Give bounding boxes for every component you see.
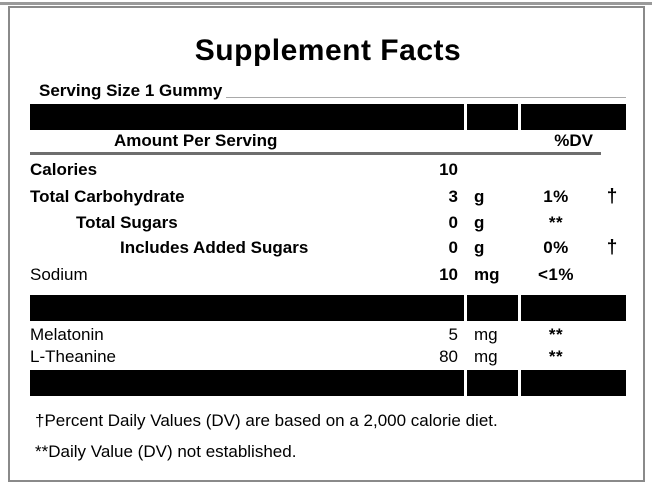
row-dv: 1% — [543, 186, 569, 206]
separator-bar-middle — [30, 295, 626, 321]
table-row-added-sugars — [30, 235, 626, 260]
bar-column-divider — [464, 104, 467, 130]
row-amount: 0 — [448, 237, 458, 257]
row-amount: 10 — [439, 265, 458, 284]
row-note: † — [606, 236, 618, 258]
row-amount: 5 — [448, 325, 458, 344]
header-percent-dv: %DV — [554, 130, 593, 150]
serving-size-text: Serving Size 1 Gummy — [39, 81, 223, 100]
separator-bar-thick-top — [30, 104, 626, 130]
row-label: Total Sugars — [76, 212, 178, 232]
row-amount: 3 — [448, 186, 458, 206]
row-unit: g — [474, 237, 485, 257]
table-header-row — [30, 130, 601, 155]
footnote-daily-values: †Percent Daily Values (DV) are based on a 2,000 calorie diet. — [35, 411, 498, 430]
row-amount: 80 — [439, 347, 458, 366]
row-label: Calories — [30, 160, 98, 179]
table-row-sodium — [30, 260, 626, 290]
title-wrap — [30, 8, 626, 68]
row-unit: g — [474, 212, 485, 232]
table-row-l-theanine — [30, 346, 626, 370]
supplement-facts-panel — [8, 6, 645, 482]
row-dv: ** — [548, 325, 564, 344]
bar-column-divider — [464, 295, 467, 321]
header-amount-per-serving: Amount Per Serving — [114, 130, 278, 150]
row-dv: 0% — [543, 237, 569, 257]
row-unit: g — [474, 186, 485, 206]
serving-size-rule — [226, 97, 626, 98]
row-unit: mg — [474, 265, 500, 284]
table-row-melatonin — [30, 321, 626, 346]
table-row-total-carbohydrate — [30, 183, 626, 210]
row-dv: ** — [548, 347, 564, 366]
row-label: Sodium — [30, 265, 88, 284]
bar-column-divider — [518, 295, 521, 321]
row-label: L-Theanine — [30, 347, 117, 366]
table-row-calories — [30, 155, 626, 183]
row-label: Melatonin — [30, 325, 104, 344]
row-amount: 10 — [439, 160, 458, 179]
panel-title: Supplement Facts — [194, 34, 462, 67]
row-unit: mg — [474, 325, 498, 344]
bar-column-divider — [518, 370, 521, 396]
row-dv: <1% — [538, 265, 574, 284]
footnote-dv-not-established: **Daily Value (DV) not established. — [35, 442, 297, 461]
row-note: † — [606, 185, 618, 207]
bar-column-divider — [464, 370, 467, 396]
row-label: Total Carbohydrate — [30, 186, 185, 206]
row-unit: mg — [474, 347, 498, 366]
page-top-rule — [0, 2, 652, 5]
bar-column-divider — [518, 104, 521, 130]
serving-size-row — [30, 81, 626, 101]
row-dv: ** — [548, 212, 564, 232]
separator-bar-thick-bottom — [30, 370, 626, 396]
row-label: Includes Added Sugars — [120, 237, 309, 257]
row-amount: 0 — [448, 212, 458, 232]
table-row-total-sugars — [30, 210, 626, 235]
